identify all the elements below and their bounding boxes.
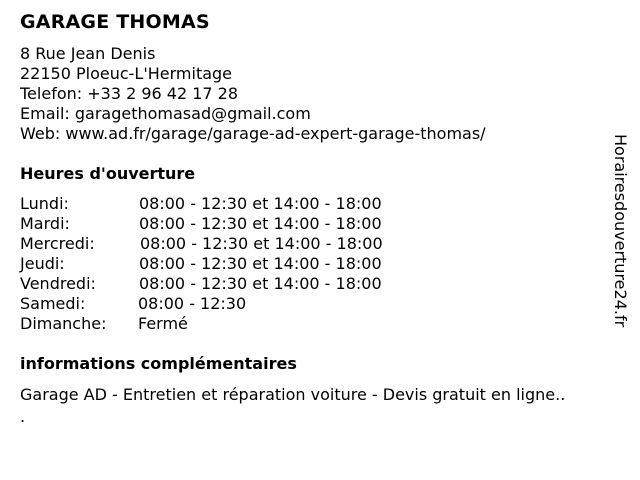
day-label: Samedi: bbox=[20, 294, 86, 313]
day-label: Jeudi: bbox=[20, 254, 65, 273]
day-hours: 08:00 - 12:30 et 14:00 - 18:00 bbox=[139, 254, 382, 273]
day-hours: 08:00 - 12:30 et 14:00 - 18:00 bbox=[140, 234, 383, 253]
watermark-text: Horairesdouverture24.fr bbox=[611, 134, 630, 328]
info-heading: informations complémentaires bbox=[20, 354, 297, 373]
info-text-line: Garage AD - Entretien et réparation voiture - Devis gratuit en ligne.. bbox=[20, 385, 566, 404]
day-hours: 08:00 - 12:30 et 14:00 - 18:00 bbox=[139, 214, 382, 233]
email-address: Email: garagethomasad@gmail.com bbox=[20, 104, 311, 123]
day-hours: 08:00 - 12:30 et 14:00 - 18:00 bbox=[139, 274, 382, 293]
watermark bbox=[611, 134, 633, 368]
business-contact bbox=[20, 44, 486, 144]
day-hours: 08:00 - 12:30 et 14:00 - 18:00 bbox=[139, 194, 382, 213]
website-url: Web: www.ad.fr/garage/garage-ad-expert-garage-thomas/ bbox=[20, 124, 486, 143]
info-text bbox=[20, 384, 620, 428]
info-text-line: . bbox=[20, 407, 26, 426]
phone-number: Telefon: +33 2 96 42 17 28 bbox=[20, 84, 239, 103]
hours-heading: Heures d'ouverture bbox=[20, 164, 196, 183]
day-label: Mardi: bbox=[20, 214, 70, 233]
day-label: Vendredi: bbox=[20, 274, 96, 293]
day-hours: Fermé bbox=[138, 314, 188, 333]
day-label: Dimanche: bbox=[20, 314, 107, 333]
day-label: Mercredi: bbox=[20, 234, 95, 253]
day-hours: 08:00 - 12:30 bbox=[138, 294, 247, 313]
business-name: GARAGE THOMAS bbox=[20, 11, 210, 33]
address-city: 22150 Ploeuc-L'Hermitage bbox=[20, 64, 233, 83]
address-street: 8 Rue Jean Denis bbox=[20, 44, 156, 63]
day-label: Lundi: bbox=[20, 194, 69, 213]
